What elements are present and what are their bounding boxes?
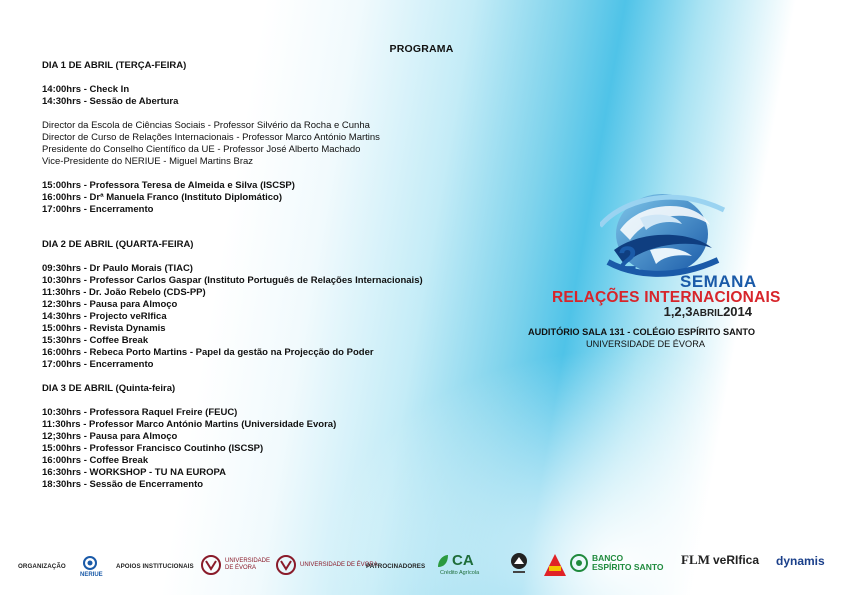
program-line: 12;30hrs - Pausa para Almoço — [42, 431, 178, 442]
venue-line: AUDITÓRIO SALA 131 - COLÉGIO ESPÍRITO SANTO — [528, 327, 755, 337]
program-line: 17:00hrs - Encerramento — [42, 204, 154, 215]
program-line: DIA 3 DE ABRIL (Quinta-feira) — [42, 383, 176, 394]
logo-date-month: ABRIL — [692, 308, 724, 319]
flm-text: FLM — [681, 552, 710, 567]
program-line: 17:00hrs - Encerramento — [42, 359, 154, 370]
sponsors-footer — [0, 548, 843, 588]
program-line: Director de Curso de Relações Internacionais - Professor Marco António Martins — [42, 132, 380, 143]
program-line: 16:00hrs - Coffee Break — [42, 455, 149, 466]
program-line: 18:30hrs - Sessão de Encerramento — [42, 479, 204, 490]
verifica-logo — [713, 553, 759, 567]
program-line: 14:00hrs - Check In — [42, 84, 130, 95]
spacer — [42, 168, 512, 180]
program-line: 16:00hrs - Rebeca Porto Martins - Papel da gestão na Projecção do Poder — [42, 347, 374, 358]
uevora-text-1: UNIVERSIDADE DE ÉVORA — [225, 558, 271, 571]
program-line: 10:30hrs - Professora Raquel Freire (FEUC) — [42, 407, 238, 418]
program-line: 16:30hrs - WORKSHOP - TU NA EUROPA — [42, 467, 227, 478]
program-line: 10:30hrs - Professor Carlos Gaspar (Instituto Português de Relações Internacionais) — [42, 275, 423, 286]
venue-university: UNIVERSIDADE DE ÉVORA — [586, 339, 705, 349]
spacer — [42, 228, 512, 239]
logo-date-days: 1,2,3 — [663, 304, 693, 319]
logo-relacoes-text: RELAÇÕES INTERNACIONAIS — [552, 289, 781, 306]
neriue-logo — [83, 556, 97, 570]
dynamis-text: dynamis — [776, 554, 825, 568]
logo-date-year: 2014 — [723, 304, 752, 319]
apoios-label: APOIOS INSTITUCIONAIS — [116, 563, 194, 570]
program-line: Director da Escola de Ciências Sociais - Professor Silvério da Rocha e Cunha — [42, 120, 370, 131]
program-line: 15:00hrs - Professor Francisco Coutinho (ISCSP) — [42, 443, 264, 454]
program-line: 11:30hrs - Dr. João Rebelo (CDS-PP) — [42, 287, 206, 298]
dynamis-logo — [776, 554, 825, 568]
uevora-text-2: UNIVERSIDADE DE ÉVORA — [300, 561, 378, 568]
mountain-badge-icon — [510, 552, 528, 576]
uevora-logo-2 — [276, 554, 378, 576]
uevora-logo-1 — [201, 554, 270, 576]
program-line: 12:30hrs - Pausa para Almoço — [42, 299, 178, 310]
bes-logo — [570, 554, 663, 572]
program-line: 14:30hrs - Projecto veRIfica — [42, 311, 167, 322]
neriue-icon — [83, 556, 97, 570]
credito-agricola-logo — [436, 552, 474, 569]
uevora-seal-icon — [201, 554, 221, 576]
uevora-seal-icon — [276, 554, 296, 576]
leaf-icon — [436, 553, 450, 569]
svg-text:2: 2 — [618, 240, 637, 278]
organizacao-label: ORGANIZAÇÃO — [18, 563, 66, 570]
program-line: Presidente do Conselho Científico da UE - Professor José Alberto Machado — [42, 144, 361, 155]
ca-text: CA — [452, 552, 474, 569]
bes-text-2: ESPÍRITO SANTO — [592, 562, 664, 572]
triangle-badge-logo — [510, 552, 528, 576]
program-line: 15:00hrs - Professora Teresa de Almeida e Silva (ISCSP) — [42, 180, 295, 191]
program-line: 15:30hrs - Coffee Break — [42, 335, 149, 346]
program-list — [42, 60, 512, 491]
spacer — [42, 108, 512, 120]
neriue-text: NERIUE — [80, 572, 103, 578]
spacer — [42, 371, 512, 383]
flm-logo — [681, 552, 710, 568]
spacer — [42, 216, 512, 228]
bes-emblem-icon — [570, 554, 588, 572]
spacer — [42, 395, 512, 407]
ca-subtext: Crédito Agrícola — [440, 570, 480, 576]
delta-logo — [543, 552, 567, 578]
program-line: 11:30hrs - Professor Marco António Martins (Universidade Evora) — [42, 419, 337, 430]
globe-swirl-icon — [600, 190, 732, 282]
logo-semana-text: SEMANA — [680, 272, 757, 291]
program-line: Vice-Presidente do NERIUE - Miguel Martins Braz — [42, 156, 254, 167]
spacer — [42, 251, 512, 263]
page-title: PROGRAMA — [389, 43, 454, 55]
program-line: 16:00hrs - Drª Manuela Franco (Instituto Diplomático) — [42, 192, 282, 203]
red-triangle-icon — [543, 552, 567, 578]
program-line: 15:00hrs - Revista Dynamis — [42, 323, 166, 334]
bes-text-1: BANCO — [592, 553, 624, 563]
patrocinadores-label: PATROCINADORES — [366, 563, 426, 570]
program-line: DIA 2 DE ABRIL (QUARTA-FEIRA) — [42, 239, 194, 250]
spacer — [42, 72, 512, 84]
verifica-text: veRIfica — [713, 553, 760, 567]
program-line: 09:30hrs - Dr Paulo Morais (TIAC) — [42, 263, 193, 274]
program-line: 14:30hrs - Sessão de Abertura — [42, 96, 179, 107]
logo-date — [664, 304, 752, 319]
program-line: DIA 1 DE ABRIL (TERÇA-FEIRA) — [42, 60, 187, 71]
